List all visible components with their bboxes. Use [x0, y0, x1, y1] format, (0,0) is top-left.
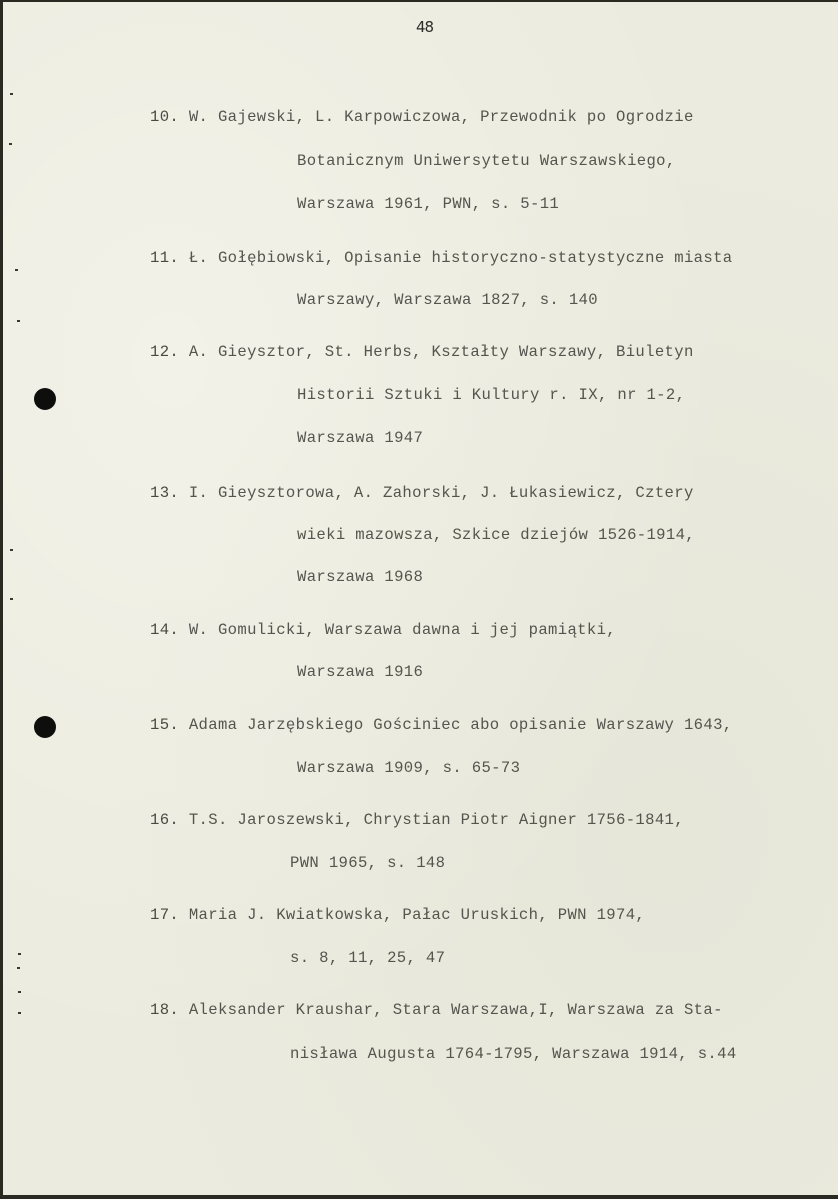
entry-text: Warszawa 1916	[297, 663, 424, 681]
margin-mark	[17, 967, 20, 969]
entry-text: I. Gieysztorowa, A. Zahorski, J. Łukasiewicz, Cztery	[188, 484, 694, 502]
entry-number: 17.	[150, 906, 180, 924]
entry-text: Botanicznym Uniwersytetu Warszawskiego,	[297, 152, 676, 170]
entry-text: W. Gomulicki, Warszawa dawna i jej pamiątki,	[188, 621, 616, 639]
entry-text: Warszawa 1968	[297, 568, 424, 586]
entry-text: Historii Sztuki i Kultury r. IX, nr 1-2,	[297, 386, 686, 404]
entry-text: wieki mazowsza, Szkice dziejów 1526-1914,	[297, 526, 696, 544]
entry-number: 12.	[150, 343, 180, 361]
punch-hole-bottom	[34, 716, 56, 738]
entry-number: 10.	[150, 108, 180, 126]
entry-text: Adama Jarzębskiego Gościniec abo opisanie Warszawy 1643,	[188, 716, 733, 734]
entry-text: s. 8, 11, 25, 47	[290, 949, 446, 967]
punch-hole-top	[34, 388, 56, 410]
entry-text: Warszawy, Warszawa 1827, s. 140	[297, 291, 598, 309]
margin-mark	[17, 320, 20, 322]
entry-text: T.S. Jaroszewski, Chrystian Piotr Aigner 1756-1841,	[188, 811, 684, 829]
margin-mark	[18, 953, 21, 955]
entry-number: 18.	[150, 1001, 180, 1019]
margin-mark	[18, 1012, 21, 1014]
entry-number: 13.	[150, 484, 180, 502]
entry-number: 11.	[150, 249, 180, 267]
entry-number: 15.	[150, 716, 180, 734]
entry-text: A. Gieysztor, St. Herbs, Kształty Warszawy, Biuletyn	[188, 343, 694, 361]
entry-text: PWN 1965, s. 148	[290, 854, 446, 872]
typewritten-page	[3, 2, 838, 1195]
entry-number: 14.	[150, 621, 180, 639]
entry-text: Warszawa 1947	[297, 429, 424, 447]
entry-text: Warszawa 1961, PWN, s. 5-11	[297, 195, 560, 213]
entry-text: W. Gajewski, L. Karpowiczowa, Przewodnik po Ogrodzie	[188, 108, 694, 126]
margin-mark	[9, 143, 12, 145]
margin-mark	[15, 269, 18, 271]
entry-text: Warszawa 1909, s. 65-73	[297, 759, 521, 777]
margin-mark	[18, 991, 21, 993]
entry-text: nisława Augusta 1764-1795, Warszawa 1914, s.44	[290, 1045, 737, 1063]
entry-text: Ł. Gołębiowski, Opisanie historyczno-statystyczne miasta	[188, 249, 733, 267]
entry-text: Aleksander Kraushar, Stara Warszawa,I, Warszawa za Sta-	[188, 1001, 723, 1019]
margin-mark	[10, 598, 13, 600]
page-number: 48	[416, 18, 434, 36]
entry-number: 16.	[150, 811, 180, 829]
margin-mark	[10, 93, 13, 95]
margin-mark	[10, 549, 13, 551]
entry-text: Maria J. Kwiatkowska, Pałac Uruskich, PWN 1974,	[188, 906, 646, 924]
